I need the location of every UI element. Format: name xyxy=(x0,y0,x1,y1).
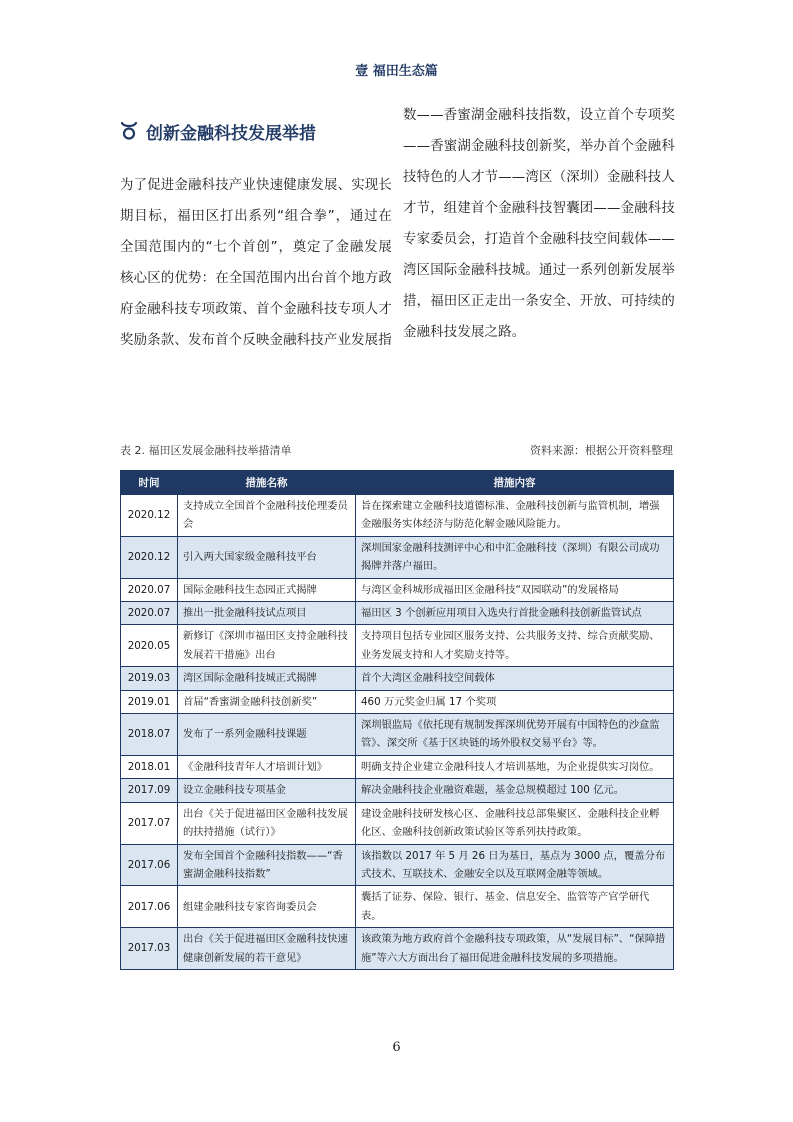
row-name: 推出一批金融科技试点项目 xyxy=(178,602,356,625)
row-time: 2017.09 xyxy=(121,779,178,802)
row-time: 2017.06 xyxy=(121,886,178,928)
row-content: 首个大湾区金融科技空间载体 xyxy=(356,667,674,690)
row-time: 2018.07 xyxy=(121,714,178,756)
taurus-icon xyxy=(120,121,138,141)
table-row xyxy=(121,755,674,778)
table-row xyxy=(121,714,674,756)
table-row xyxy=(121,928,674,970)
row-time: 2017.06 xyxy=(121,844,178,886)
row-name: 设立金融科技专项基金 xyxy=(178,779,356,802)
row-content: 深圳国家金融科技测评中心和中汇金融科技（深圳）有限公司成功揭牌并落户福田。 xyxy=(356,536,674,578)
row-content: 460 万元奖金归属 17 个奖项 xyxy=(356,690,674,713)
row-content: 建设金融科技研发核心区、金融科技总部集聚区、金融科技企业孵化区、金融科技创新政策试验区等系列扶持政策。 xyxy=(356,802,674,844)
row-content: 解决金融科技企业融资难题，基金总规模超过 100 亿元。 xyxy=(356,779,674,802)
table-caption-row xyxy=(120,442,673,458)
measures-table xyxy=(120,470,674,970)
table-row xyxy=(121,886,674,928)
row-content: 该指数以 2017 年 5 月 26 日为基日，基点为 3000 点，覆盖分布式技术、互联技术、金融安全以及互联网金融等领域。 xyxy=(356,844,674,886)
row-name: 支持成立全国首个金融科技伦理委员会 xyxy=(178,495,356,537)
page-number: 6 xyxy=(392,1040,401,1055)
row-content: 与湾区金科城形成福田区金融科技“双园联动”的发展格局 xyxy=(356,578,674,601)
row-name: 湾区国际金融科技城正式揭牌 xyxy=(178,667,356,690)
left-paragraph: 为了促进金融科技产业快速健康发展、实现长期目标，福田区打出系列“组合拳”，通过在全国范围内的“七个首创”，奠定了金融发展核心区的优势：在全国范围内出台首个地方政府金融科技专项政策、首个金融科技专项人才奖励条款、发布首个反映金融科技产业发展指 xyxy=(120,178,392,348)
row-name: 出台《关于促进福田区金融科技快速健康创新发展的若干意见》 xyxy=(178,928,356,970)
row-content: 支持项目包括专业园区服务支持、公共服务支持、综合贡献奖励、业务发展支持和人才奖励支持等。 xyxy=(356,625,674,667)
row-name: 《金融科技青年人才培训计划》 xyxy=(178,755,356,778)
row-name: 发布了一系列金融科技课题 xyxy=(178,714,356,756)
table-row xyxy=(121,602,674,625)
row-content: 该政策为地方政府首个金融科技专项政策，从“发展目标”、“保障措施”等六大方面出台了福田促进金融科技发展的多项措施。 xyxy=(356,928,674,970)
row-name: 引入两大国家级金融科技平台 xyxy=(178,536,356,578)
row-name: 出台《关于促进福田区金融科技发展的扶持措施（试行）》 xyxy=(178,802,356,844)
table-row xyxy=(121,802,674,844)
row-content: 深圳银监局《依托现有规制发挥深圳优势开展有中国特色的沙盒监管》、深交所《基于区块链的场外股权交易平台》等。 xyxy=(356,714,674,756)
row-time: 2020.07 xyxy=(121,578,178,601)
row-time: 2019.03 xyxy=(121,667,178,690)
row-name: 组建金融科技专家咨询委员会 xyxy=(178,886,356,928)
right-column xyxy=(403,100,675,356)
table-row xyxy=(121,625,674,667)
row-time: 2017.03 xyxy=(121,928,178,970)
row-name: 国际金融科技生态园正式揭牌 xyxy=(178,578,356,601)
row-time: 2020.12 xyxy=(121,495,178,537)
row-name: 首届“香蜜湖金融科技创新奖” xyxy=(178,690,356,713)
table-source: 资料来源：根据公开资料整理 xyxy=(530,444,673,457)
two-column-text xyxy=(120,100,675,356)
table-row xyxy=(121,779,674,802)
header-content: 措施内容 xyxy=(356,471,674,495)
table-row xyxy=(121,667,674,690)
table-row xyxy=(121,690,674,713)
row-name: 发布全国首个金融科技指数——“香蜜湖金融科技指数” xyxy=(178,844,356,886)
right-paragraph: 数——香蜜湖金融科技指数，设立首个专项奖——香蜜湖金融科技创新奖，举办首个金融科技特色的人才节——湾区（深圳）金融科技人才节，组建首个金融科技智囊团——金融科技专家委员会，打造首个金融科技空间载体——湾区国际金融科技城。通过一系列创新发展举措，福田区正走出一条安全、开放、可持续的金融科技发展之路。 xyxy=(403,108,675,340)
table-row xyxy=(121,844,674,886)
table-row xyxy=(121,536,674,578)
page-header: 壹 福田生态篇 xyxy=(355,64,438,79)
row-content: 明确支持企业建立金融科技人才培训基地，为企业提供实习岗位。 xyxy=(356,755,674,778)
row-time: 2017.07 xyxy=(121,802,178,844)
left-column xyxy=(120,100,392,356)
row-time: 2020.12 xyxy=(121,536,178,578)
row-time: 2019.01 xyxy=(121,690,178,713)
row-time: 2020.05 xyxy=(121,625,178,667)
row-content: 囊括了证券、保险、银行、基金、信息安全、监管等产官学研代表。 xyxy=(356,886,674,928)
table-row xyxy=(121,495,674,537)
table-caption: 表 2. 福田区发展金融科技举措清单 xyxy=(120,444,292,457)
section-title-text: 创新金融科技发展举措 xyxy=(146,123,316,144)
row-time: 2020.07 xyxy=(121,602,178,625)
row-time: 2018.01 xyxy=(121,755,178,778)
section-title xyxy=(120,116,392,146)
header-time: 时间 xyxy=(121,471,178,495)
row-name: 新修订《深圳市福田区支持金融科技发展若干措施》出台 xyxy=(178,625,356,667)
table-header-row xyxy=(121,471,674,495)
row-content: 旨在探索建立金融科技道德标准、金融科技创新与监管机制，增强金融服务实体经济与防范化解金融风险能力。 xyxy=(356,495,674,537)
header-name: 措施名称 xyxy=(178,471,356,495)
table-row xyxy=(121,578,674,601)
row-content: 福田区 3 个创新应用项目入选央行首批金融科技创新监管试点 xyxy=(356,602,674,625)
